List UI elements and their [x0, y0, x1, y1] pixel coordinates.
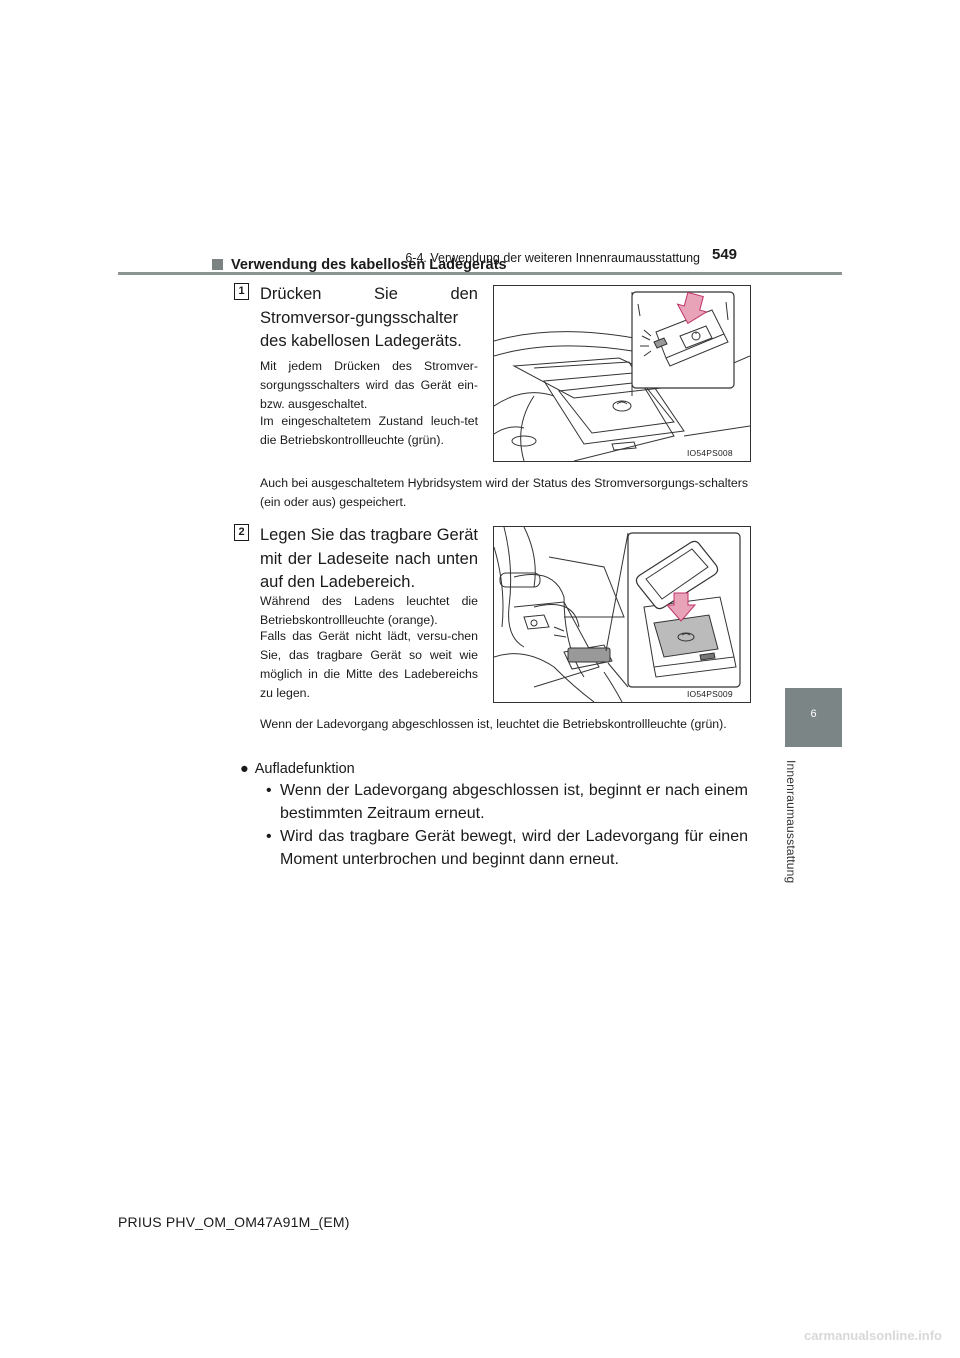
step-1-note-1: Mit jedem Drücken des Stromver-sorgungsschalters wird das Gerät ein- bzw. ausgeschaltet.	[260, 359, 478, 411]
section-heading-text: Verwendung des kabellosen Ladegeräts	[231, 257, 507, 273]
watermark: carmanualsonline.info	[804, 1328, 942, 1343]
list-bullet-icon: •	[266, 782, 272, 799]
bullet-marker-icon: ●	[240, 761, 249, 777]
step-1-main-text: Drücken Sie den Stromversor-gungsschalter des kabellosen Ladegeräts.	[260, 285, 478, 350]
chapter-label-vertical	[784, 760, 804, 900]
step-number-badge: 1	[234, 283, 249, 300]
figure-1-code: IO54PS008	[687, 448, 733, 458]
step-2-note-2: Falls das Gerät nicht lädt, versu-chen Sie, das tragbare Gerät so weit wie möglich in die Mitte des Ladebereichs zu legen.	[260, 629, 478, 700]
page-number: 549	[712, 246, 738, 263]
list-item-text: Wird das tragbare Gerät bewegt, wird der Ladevorgang für einen Moment unterbrochen und beginnt dann erneut.	[280, 828, 748, 868]
step-2-main-text: Legen Sie das tragbare Gerät mit der Ladeseite nach unten auf den Ladebereich.	[260, 526, 478, 591]
bullet-heading	[240, 759, 355, 779]
bullet-heading-text: Aufladefunktion	[254, 761, 355, 777]
step-number-badge: 2	[234, 524, 249, 541]
chapter-tab	[785, 688, 842, 747]
list-bullet-icon: •	[266, 828, 272, 845]
footer-doc-code: PRIUS PHV_OM_OM47A91M_(EM)	[118, 1214, 350, 1230]
figure-charger-switch	[493, 285, 751, 462]
step-1-note-full: Auch bei ausgeschaltetem Hybridsystem wird der Status des Stromversorgungs-schalters (ein oder aus) gespeichert.	[260, 476, 748, 509]
charger-switch-illustration	[494, 286, 750, 461]
step-1-note-2: Im eingeschaltetem Zustand leuch-tet die Betriebskontrollleuchte (grün).	[260, 414, 478, 447]
section-square-icon	[212, 259, 223, 270]
figure-2-code: IO54PS009	[687, 689, 733, 699]
list-item	[260, 779, 748, 825]
chapter-label: Innenraumausstattung	[784, 760, 798, 884]
phone-placement-illustration	[494, 527, 750, 702]
step-2-note-full: Wenn der Ladevorgang abgeschlossen ist, leuchtet die Betriebskontrollleuchte (grün).	[260, 717, 727, 731]
figure-phone-placement	[493, 526, 751, 703]
list-item-text: Wenn der Ladevorgang abgeschlossen ist, beginnt er nach einem bestimmten Zeitraum erneut.	[280, 782, 748, 822]
header-section-title: 6-4. Verwendung der weiteren Innenraumausstattung	[405, 251, 700, 265]
list-item	[260, 825, 748, 871]
chapter-number: 6	[810, 708, 817, 720]
step-2-note-1: Während des Ladens leuchtet die Betriebskontrollleuchte (orange).	[260, 594, 478, 627]
section-heading	[212, 257, 507, 273]
